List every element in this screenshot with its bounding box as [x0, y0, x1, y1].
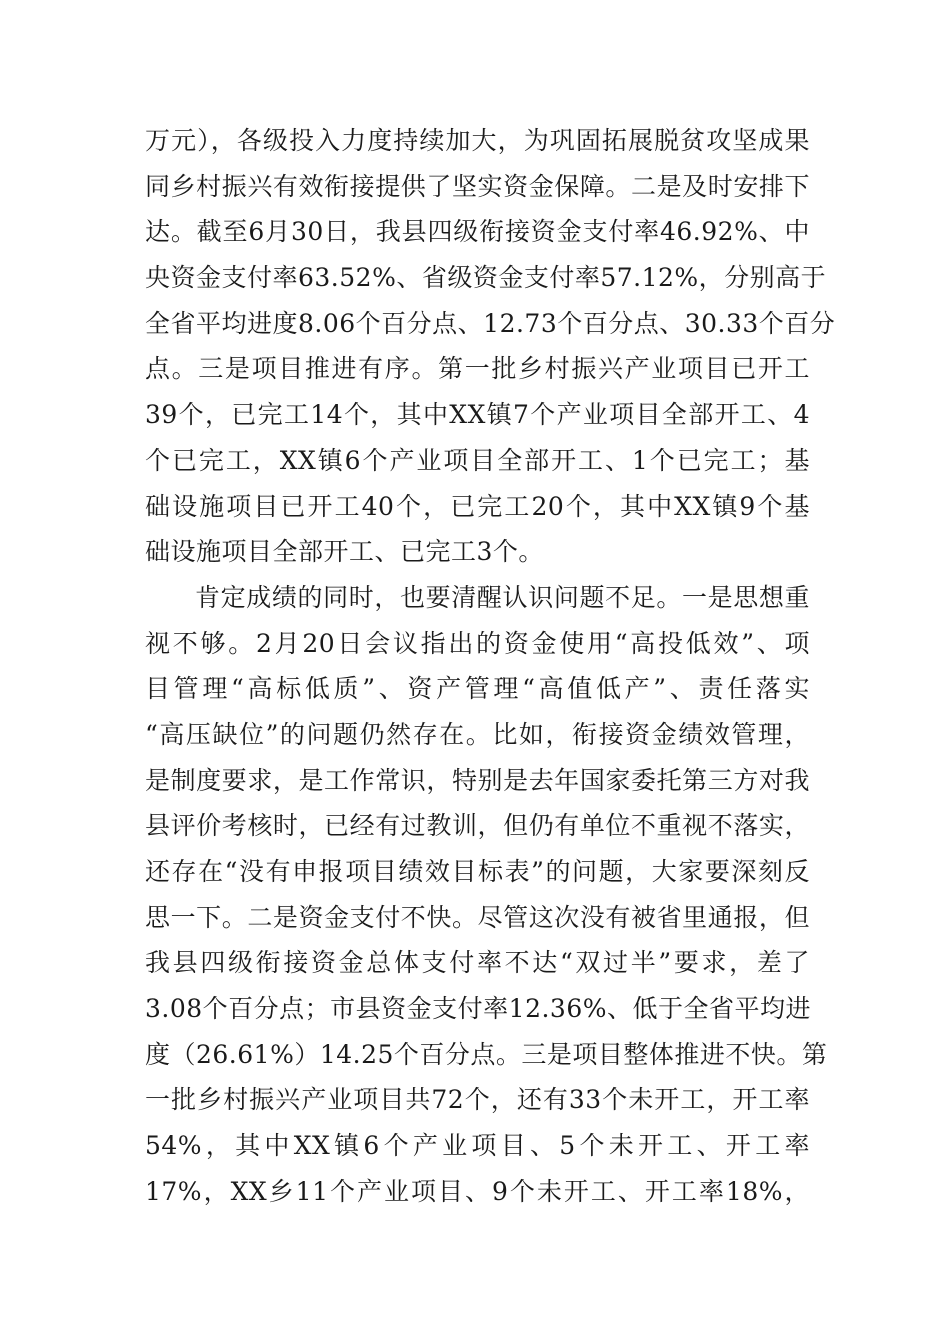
text-line: 视不够。2月20日会议指出的资金使用“高投低效”、项: [145, 628, 810, 658]
text-line: 万元），各级投入力度持续加大，为巩固拓展脱贫攻坚成果: [145, 126, 810, 155]
text-line: 础设施项目全部开工、已完工3个。: [145, 537, 544, 567]
text-line: 39个，已完工14个，其中XX镇7个产业项目全部开工、4: [145, 400, 810, 430]
text-line: 全省平均进度8.06个百分点、12.73个百分点、30.33个百分: [145, 308, 836, 338]
text-line: 个已完工，XX镇6个产业项目全部开工、1个已完工；基: [145, 445, 810, 475]
text-line: “高压缺位”的问题仍然存在。比如，衔接资金绩效管理，: [145, 719, 810, 749]
paragraph-problems: [145, 575, 828, 1215]
text-line: 肯定成绩的同时，也要清醒认识问题不足。一是思想重: [195, 582, 810, 612]
text-line: 县评价考核时，已经有过教训，但仍有单位不重视不落实，: [145, 811, 810, 841]
text-line: 础设施项目已开工40个，已完工20个，其中XX镇9个基: [145, 491, 810, 521]
text-line: 54%，其中XX镇6个产业项目、5个未开工、开工率: [145, 1131, 810, 1161]
document-body: [145, 118, 836, 1215]
paragraph-funding-results: [145, 118, 836, 575]
text-line: 目管理“高标低质”、资产管理“高值低产”、责任落实: [145, 674, 810, 704]
text-line: 17%，XX乡11个产业项目、9个未开工、开工率18%，: [145, 1176, 810, 1206]
text-line: 还存在“没有申报项目绩效目标表”的问题，大家要深刻反: [145, 857, 810, 886]
text-line: 达。截至6月30日，我县四级衔接资金支付率46.92%、中: [145, 217, 810, 247]
text-line: 思一下。二是资金支付不快。尽管这次没有被省里通报，但: [145, 902, 810, 932]
text-line: 我县四级衔接资金总体支付率不达“双过半”要求，差了: [145, 948, 810, 978]
text-line: 是制度要求，是工作常识，特别是去年国家委托第三方对我: [145, 765, 810, 795]
text-line: 度（26.61%）14.25个百分点。三是项目整体推进不快。第: [145, 1039, 828, 1069]
text-line: 央资金支付率63.52%、省级资金支付率57.12%，分别高于: [145, 263, 827, 293]
text-line: 同乡村振兴有效衔接提供了坚实资金保障。二是及时安排下: [145, 171, 810, 201]
text-line: 点。三是项目推进有序。第一批乡村振兴产业项目已开工: [145, 354, 810, 384]
text-line: 一批乡村振兴产业项目共72个，还有33个未开工，开工率: [145, 1085, 810, 1115]
text-line: 3.08个百分点；市县资金支付率12.36%、低于全省平均进: [145, 994, 811, 1024]
